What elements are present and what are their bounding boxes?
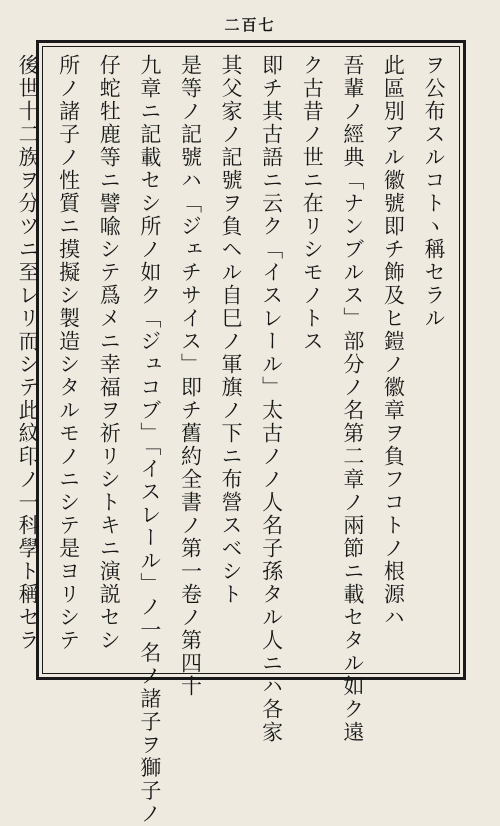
text-line-4: ク古昔ノ世ニ在リシモノトス xyxy=(300,54,325,353)
page-number: 二百七 xyxy=(224,16,276,34)
text-line-11: 後世十二族ヲ分ツニ至レリ而シテ此紋印ノ一科學ト稱セラ xyxy=(16,54,41,652)
text-line-8: 九章ニ記載セシ所ノ如ク「ジュコブ」「イスレール」ノ一名ノ諸子ヲ獅子ノ xyxy=(137,54,162,826)
text-line-1: ヲ公布スルコトヽ稱セラル xyxy=(422,54,446,330)
text-line-6: 其父家ノ記號ヲ負ヘル自巳ノ軍旗ノ下ニ布營スベシト xyxy=(219,54,244,606)
text-line-5: 即チ其古語ニ云ク「イスレール」太古ノノ人名子孫タル人ニハ各家 xyxy=(259,54,284,744)
text-line-9: 仔蛇牡鹿等ニ譬喩シテ爲メニ幸福ヲ祈リシトキニ演説セシ xyxy=(97,54,122,652)
text-block xyxy=(16,54,454,826)
text-line-7: 是等ノ記號ハ「ジェチサイス」即チ舊約全書ノ第一卷ノ第四十 xyxy=(178,54,203,698)
text-line-3: 吾輩ノ經典「ナンブルス」部分ノ名第二章ノ兩節ニ載セタル如ク遠 xyxy=(340,54,365,744)
text-line-10: 所ノ諸子ノ性質ニ摸擬シ製造シタルモノニシテ是ヨリシテ xyxy=(56,54,81,652)
text-line-2: 此區別アル徽號即チ飾及ヒ鎧ノ徽章ヲ負フコトノ根源ハ xyxy=(381,54,406,629)
